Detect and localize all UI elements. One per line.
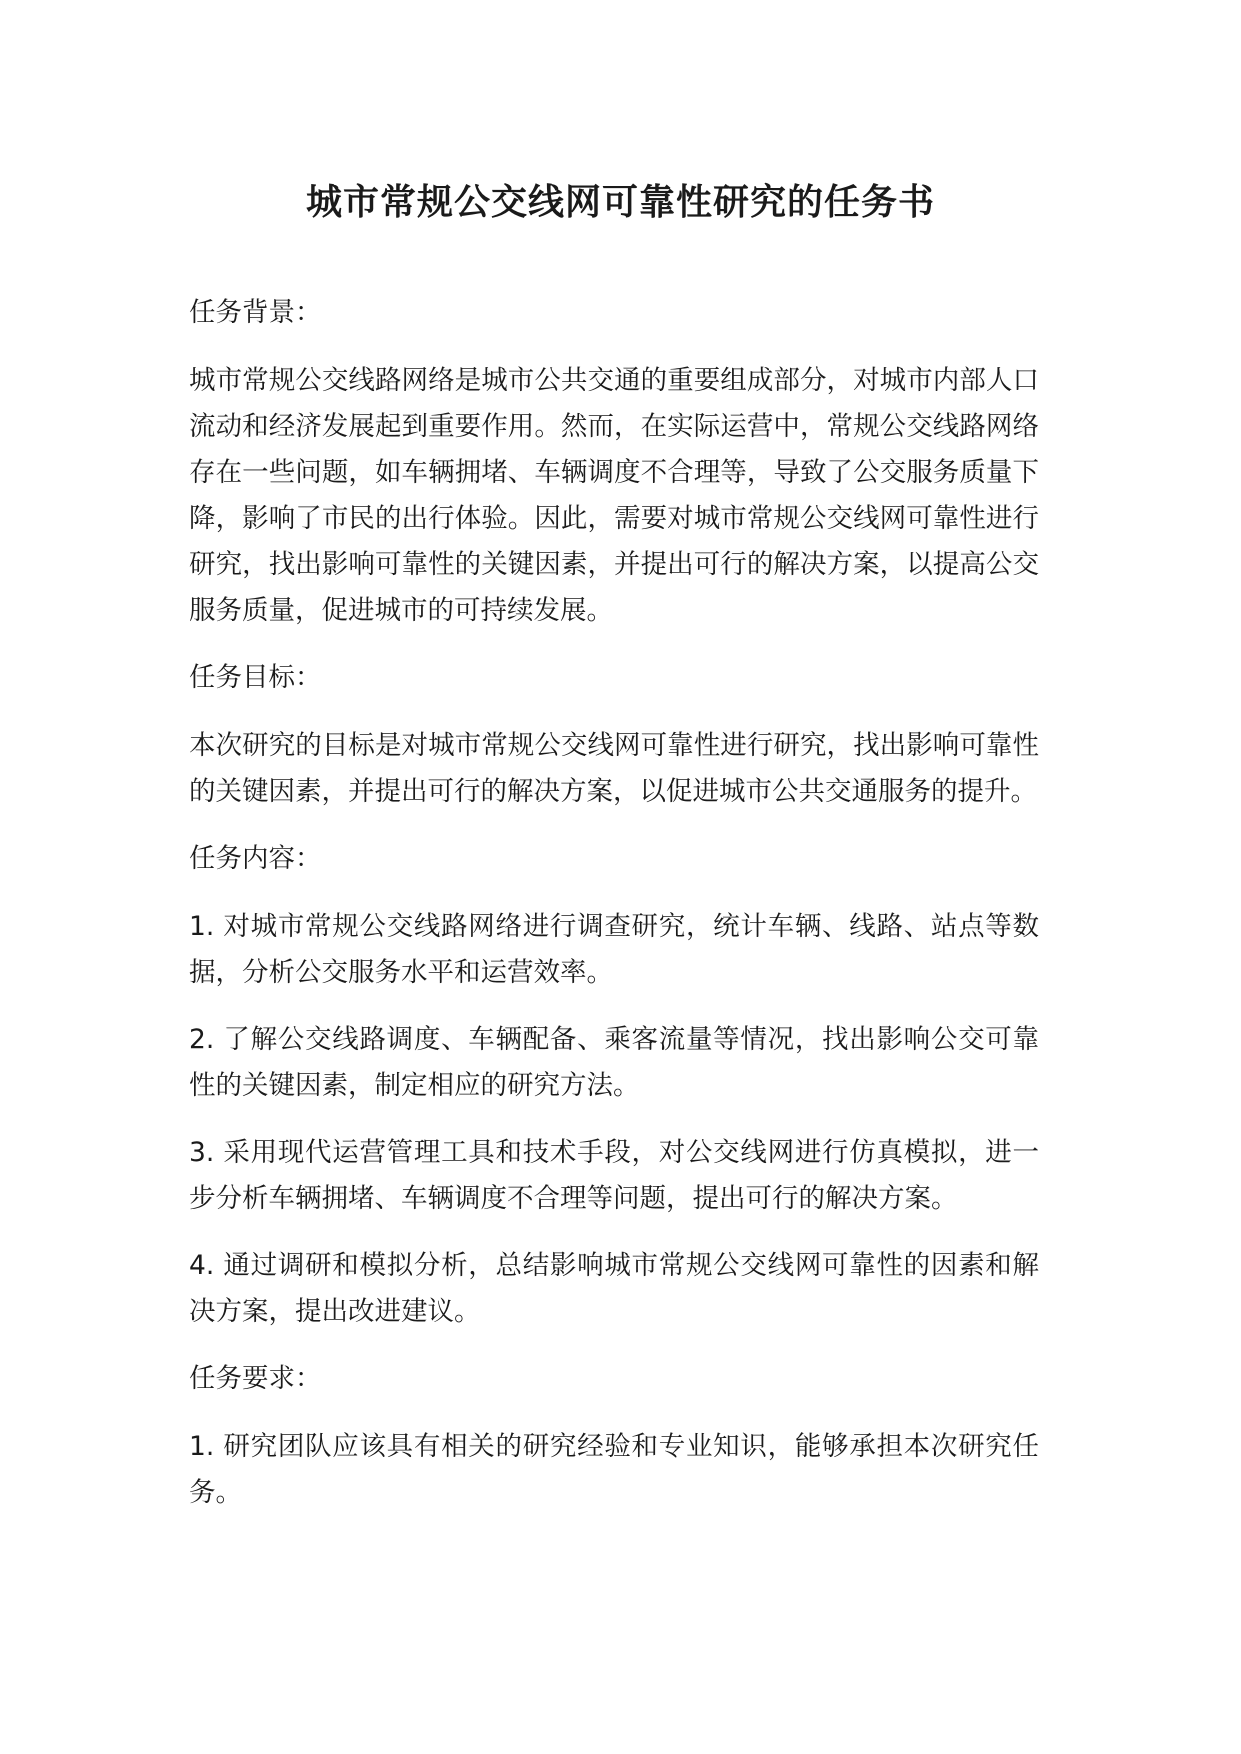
section-heading-goal: 任务目标：	[189, 662, 322, 693]
goal-paragraph: 本次研究的目标是对城市常规公交线网可靠性进行研究，找出影响可靠性的关键因素，并提出可行的解决方案，以促进城市公共交通服务的提升。	[189, 730, 1039, 807]
section-heading-background: 任务背景：	[189, 297, 322, 328]
requirement-item-1: 1. 研究团队应该具有相关的研究经验和专业知识，能够承担本次研究任务。	[189, 1431, 1039, 1508]
document-body	[189, 290, 1039, 1537]
content-item-3: 3. 采用现代运营管理工具和技术手段，对公交线网进行仿真模拟，进一步分析车辆拥堵、车辆调度不合理等问题，提出可行的解决方案。	[189, 1137, 1039, 1214]
document-title: 城市常规公交线网可靠性研究的任务书	[305, 182, 935, 223]
section-heading-content: 任务内容：	[189, 843, 322, 874]
content-item-4: 4. 通过调研和模拟分析，总结影响城市常规公交线网可靠性的因素和解决方案，提出改进建议。	[189, 1250, 1039, 1327]
content-item-2: 2. 了解公交线路调度、车辆配备、乘客流量等情况，找出影响公交可靠性的关键因素，制定相应的研究方法。	[189, 1024, 1039, 1101]
section-heading-requirements: 任务要求：	[189, 1363, 322, 1394]
content-item-1: 1. 对城市常规公交线路网络进行调查研究，统计车辆、线路、站点等数据，分析公交服务水平和运营效率。	[189, 911, 1039, 988]
background-paragraph: 城市常规公交线路网络是城市公共交通的重要组成部分，对城市内部人口流动和经济发展起到重要作用。然而，在实际运营中，常规公交线路网络存在一些问题，如车辆拥堵、车辆调度不合理等，导致了公交服务质量下降，影响了市民的出行体验。因此，需要对城市常规公交线网可靠性进行研究，找出影响可靠性的关键因素，并提出可行的解决方案，以提高公交服务质量，促进城市的可持续发展。	[189, 365, 1039, 626]
